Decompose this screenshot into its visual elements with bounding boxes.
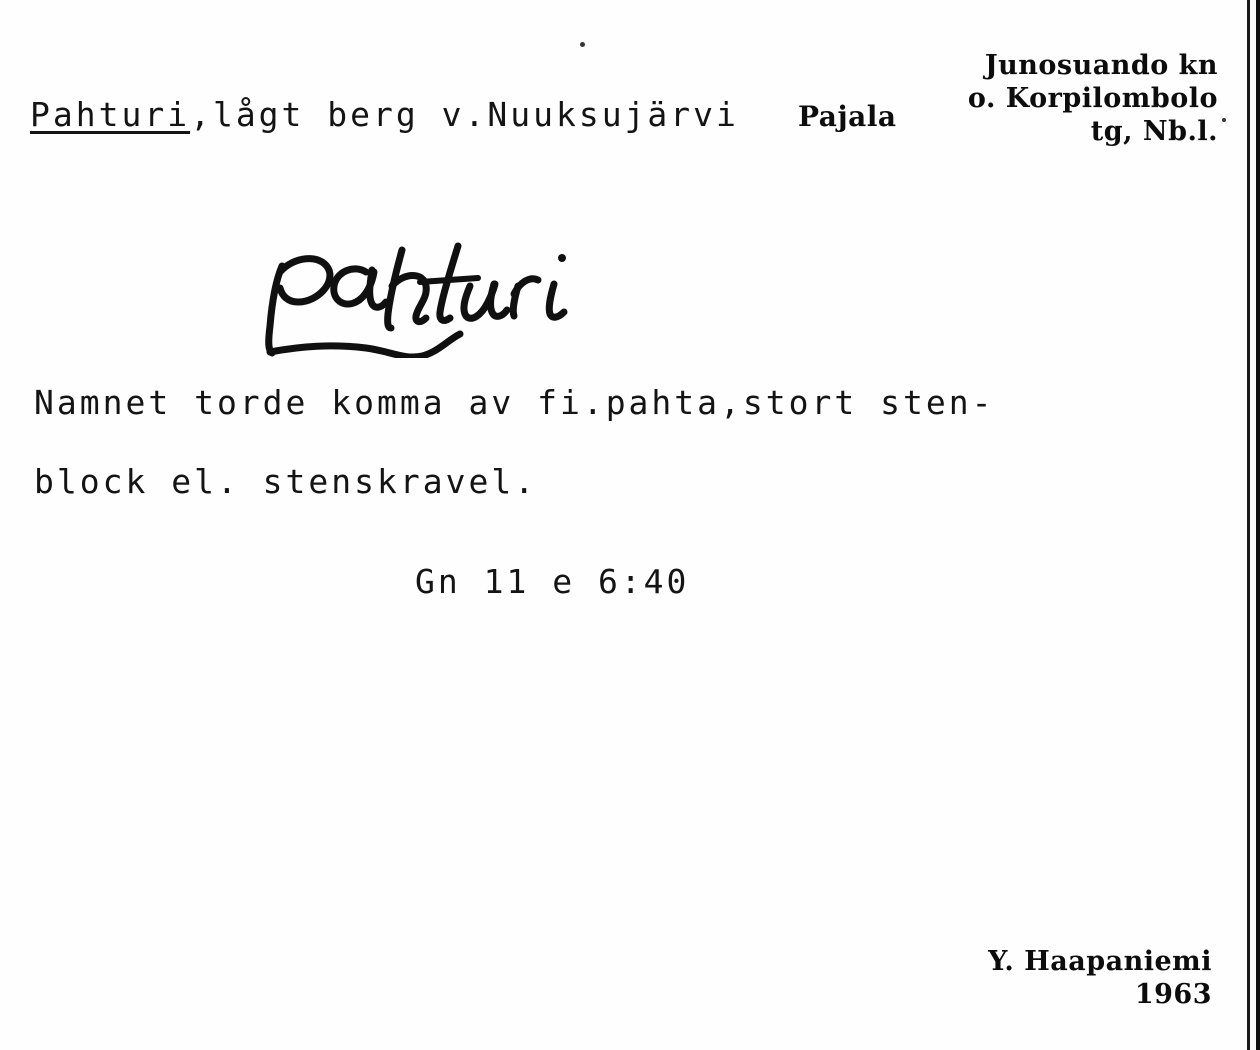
card-edge-rule [1247,0,1250,1050]
header-line-parish: o. Korpilombolo [967,82,1218,114]
map-reference: Gn 11 e 6:40 [415,562,690,601]
handwritten-name [262,228,682,358]
headword-line [30,95,1210,134]
collector-name: Y. Haapaniemi [988,945,1212,977]
body-line-2: block el. stenskravel. [34,462,538,501]
collection-year: 1963 [1134,979,1212,1011]
signature-block [988,945,1212,1013]
header-line-county: tg, Nb.l. [1090,115,1218,147]
body-line-1: Namnet torde komma av fi.pahta,stort sten- [34,383,995,422]
header-line-municipality: Junosuando kn [984,50,1218,81]
headword-description: ,lågt berg v.Nuuksujärvi [190,95,739,134]
card-edge-rule-outer [1256,0,1260,1050]
parish-stamp: Pajala [798,100,897,133]
scan-speck [1222,118,1226,122]
headword: Pahturi [30,95,191,134]
scan-speck [580,42,585,47]
